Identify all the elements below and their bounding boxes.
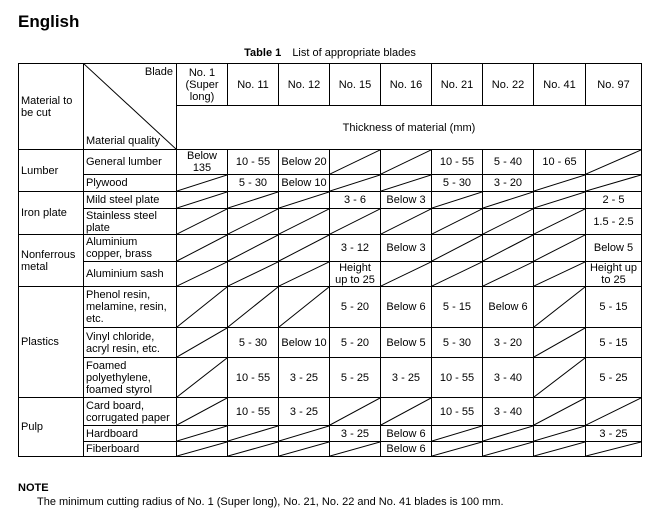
diagonal-slash	[586, 150, 641, 174]
material-quality-cell: Aluminium sash	[84, 262, 177, 287]
diagonal-slash	[279, 426, 329, 441]
not-applicable-cell	[381, 175, 432, 192]
thickness-cell: 5 - 30	[228, 175, 279, 192]
header-thickness: Thickness of material (mm)	[177, 106, 642, 150]
diagonal-slash	[228, 192, 278, 208]
thickness-cell: 10 - 55	[432, 150, 483, 175]
thickness-cell: Below 5	[381, 328, 432, 358]
not-applicable-cell	[381, 209, 432, 235]
thickness-cell: Below 10	[279, 175, 330, 192]
not-applicable-cell	[534, 209, 586, 235]
diagonal-slash	[228, 426, 278, 441]
thickness-cell: Height up to 25	[330, 262, 381, 287]
table-caption-number: Table 1	[244, 47, 282, 59]
diagonal-slash	[330, 209, 380, 234]
not-applicable-cell	[228, 209, 279, 235]
diagonal-slash	[432, 192, 482, 208]
diagonal-slash	[279, 209, 329, 234]
diagonal-slash	[177, 398, 227, 425]
header-blade-6: No. 21	[432, 64, 483, 106]
not-applicable-cell	[177, 328, 228, 358]
not-applicable-cell	[483, 426, 534, 442]
diagonal-slash	[432, 209, 482, 234]
material-quality-cell: Mild steel plate	[84, 192, 177, 209]
table-row	[19, 209, 642, 235]
not-applicable-cell	[228, 192, 279, 209]
diagonal-slash	[228, 235, 278, 261]
not-applicable-cell	[228, 442, 279, 457]
table-row	[19, 150, 642, 175]
table-row	[19, 262, 642, 287]
table-body	[19, 64, 642, 457]
material-quality-cell: Vinyl chloride, acryl resin, etc.	[84, 328, 177, 358]
thickness-cell: 10 - 65	[534, 150, 586, 175]
thickness-cell: 3 - 40	[483, 398, 534, 426]
not-applicable-cell	[534, 262, 586, 287]
not-applicable-cell	[228, 426, 279, 442]
diagonal-slash	[279, 235, 329, 261]
material-quality-cell: Aluminium copper, brass	[84, 235, 177, 262]
header-material-quality-label: Material quality	[86, 135, 160, 147]
not-applicable-cell	[177, 398, 228, 426]
diagonal-slash	[177, 192, 227, 208]
thickness-cell: 3 - 12	[330, 235, 381, 262]
thickness-cell: Below 3	[381, 192, 432, 209]
material-quality-cell: Phenol resin, melamine, resin, etc.	[84, 287, 177, 328]
header-corner-cell	[84, 64, 177, 150]
diagonal-slash	[534, 328, 585, 357]
not-applicable-cell	[483, 442, 534, 457]
not-applicable-cell	[381, 262, 432, 287]
diagonal-slash	[177, 287, 227, 327]
diagonal-slash	[228, 287, 278, 327]
thickness-cell: Below 5	[586, 235, 642, 262]
not-applicable-cell	[279, 426, 330, 442]
table-caption-title: List of appropriate blades	[292, 47, 416, 59]
diagonal-slash	[381, 398, 431, 425]
blades-table	[18, 63, 642, 457]
group-name-cell: Iron plate	[19, 192, 84, 235]
thickness-cell: 3 - 40	[483, 358, 534, 398]
thickness-cell: 10 - 55	[432, 398, 483, 426]
thickness-cell: 5 - 30	[228, 328, 279, 358]
thickness-cell: 5 - 15	[586, 328, 642, 358]
diagonal-slash	[534, 398, 585, 425]
not-applicable-cell	[279, 235, 330, 262]
diagonal-slash	[279, 442, 329, 456]
thickness-cell: 3 - 20	[483, 175, 534, 192]
thickness-cell: Below 6	[381, 287, 432, 328]
not-applicable-cell	[228, 262, 279, 287]
not-applicable-cell	[534, 398, 586, 426]
note-text: The minimum cutting radius of No. 1 (Super long), No. 21, No. 22 and No. 41 blades is 100 mm.	[37, 496, 504, 508]
not-applicable-cell	[177, 175, 228, 192]
not-applicable-cell	[586, 175, 642, 192]
thickness-cell: 5 - 25	[586, 358, 642, 398]
material-quality-cell: Plywood	[84, 175, 177, 192]
thickness-cell: Below 20	[279, 150, 330, 175]
material-quality-cell: General lumber	[84, 150, 177, 175]
diagonal-slash	[381, 209, 431, 234]
header-blade-3: No. 12	[279, 64, 330, 106]
header-material-to-be-cut: Material to be cut	[19, 64, 84, 150]
not-applicable-cell	[330, 175, 381, 192]
not-applicable-cell	[279, 209, 330, 235]
thickness-cell: Height up to 25	[586, 262, 642, 287]
thickness-cell: 1.5 - 2.5	[586, 209, 642, 235]
group-name-cell: Pulp	[19, 398, 84, 457]
header-blade-label: Blade	[144, 66, 173, 78]
diagonal-slash	[228, 209, 278, 234]
diagonal-slash	[177, 426, 227, 441]
thickness-cell: 3 - 25	[381, 358, 432, 398]
not-applicable-cell	[432, 262, 483, 287]
diagonal-slash	[228, 442, 278, 456]
thickness-cell: Below 6	[381, 426, 432, 442]
thickness-cell: 10 - 55	[228, 398, 279, 426]
diagonal-slash	[177, 328, 227, 357]
not-applicable-cell	[432, 235, 483, 262]
thickness-cell: 5 - 15	[432, 287, 483, 328]
table-row	[19, 358, 642, 398]
group-name-cell: Nonferrous metal	[19, 235, 84, 287]
not-applicable-cell	[534, 442, 586, 457]
diagonal-slash	[432, 426, 482, 441]
not-applicable-cell	[177, 442, 228, 457]
not-applicable-cell	[432, 192, 483, 209]
table-caption	[0, 47, 660, 59]
not-applicable-cell	[432, 209, 483, 235]
diagonal-slash	[534, 175, 585, 191]
diagonal-slash	[381, 262, 431, 286]
header-blade-8: No. 41	[534, 64, 586, 106]
diagonal-slash	[432, 262, 482, 286]
diagonal-slash	[330, 442, 380, 456]
thickness-cell: 3 - 25	[279, 398, 330, 426]
not-applicable-cell	[432, 442, 483, 457]
thickness-cell: 3 - 6	[330, 192, 381, 209]
thickness-cell: 10 - 55	[228, 150, 279, 175]
not-applicable-cell	[177, 235, 228, 262]
not-applicable-cell	[279, 287, 330, 328]
material-quality-cell: Hardboard	[84, 426, 177, 442]
material-quality-cell: Fiberboard	[84, 442, 177, 457]
not-applicable-cell	[381, 398, 432, 426]
diagonal-slash	[483, 209, 533, 234]
not-applicable-cell	[279, 262, 330, 287]
diagonal-slash	[279, 262, 329, 286]
thickness-cell: 5 - 25	[330, 358, 381, 398]
not-applicable-cell	[330, 150, 381, 175]
material-quality-cell: Foamed polyethylene, foamed styrol	[84, 358, 177, 398]
thickness-cell: 3 - 25	[279, 358, 330, 398]
header-blade-2: No. 11	[228, 64, 279, 106]
diagonal-slash	[534, 209, 585, 234]
not-applicable-cell	[330, 398, 381, 426]
thickness-cell: 3 - 25	[330, 426, 381, 442]
diagonal-slash	[177, 262, 227, 286]
thickness-cell: 3 - 20	[483, 328, 534, 358]
thickness-cell: Below 6	[381, 442, 432, 457]
diagonal-slash	[534, 192, 585, 208]
not-applicable-cell	[534, 235, 586, 262]
not-applicable-cell	[279, 192, 330, 209]
diagonal-slash	[432, 442, 482, 456]
thickness-cell: 5 - 30	[432, 175, 483, 192]
thickness-cell: 2 - 5	[586, 192, 642, 209]
not-applicable-cell	[279, 442, 330, 457]
material-quality-cell: Card board, corrugated paper	[84, 398, 177, 426]
diagonal-slash	[483, 262, 533, 286]
group-name-cell: Plastics	[19, 287, 84, 398]
thickness-cell: 5 - 20	[330, 287, 381, 328]
diagonal-slash	[483, 426, 533, 441]
table-row	[19, 192, 642, 209]
diagonal-slash	[279, 287, 329, 327]
not-applicable-cell	[330, 442, 381, 457]
header-blade-5: No. 16	[381, 64, 432, 106]
diagonal-slash	[177, 358, 227, 397]
thickness-cell: Below 135	[177, 150, 228, 175]
diagonal-slash	[483, 192, 533, 208]
not-applicable-cell	[586, 150, 642, 175]
diagonal-slash	[177, 442, 227, 456]
diagonal-slash	[177, 209, 227, 234]
diagonal-slash	[534, 442, 585, 456]
table-row	[19, 442, 642, 457]
not-applicable-cell	[177, 192, 228, 209]
thickness-cell: 5 - 40	[483, 150, 534, 175]
diagonal-slash	[228, 262, 278, 286]
page-heading: English	[18, 12, 80, 31]
diagonal-slash	[177, 235, 227, 261]
group-name-cell: Lumber	[19, 150, 84, 192]
thickness-cell: Below 3	[381, 235, 432, 262]
not-applicable-cell	[483, 262, 534, 287]
not-applicable-cell	[177, 287, 228, 328]
header-blade-4: No. 15	[330, 64, 381, 106]
diagonal-slash	[483, 442, 533, 456]
diagonal-slash	[330, 150, 380, 174]
table-row	[19, 328, 642, 358]
diagonal-slash	[330, 175, 380, 191]
not-applicable-cell	[534, 175, 586, 192]
diagonal-slash	[534, 426, 585, 441]
diagonal-slash	[534, 262, 585, 286]
thickness-cell: Below 6	[483, 287, 534, 328]
diagonal-slash	[534, 358, 585, 397]
not-applicable-cell	[483, 192, 534, 209]
diagonal-slash	[177, 175, 227, 191]
diagonal-slash	[381, 175, 431, 191]
not-applicable-cell	[586, 398, 642, 426]
diagonal-slash	[432, 235, 482, 261]
diagonal-slash	[586, 175, 641, 191]
diagonal-slash	[483, 235, 533, 261]
not-applicable-cell	[228, 235, 279, 262]
not-applicable-cell	[534, 192, 586, 209]
not-applicable-cell	[330, 209, 381, 235]
thickness-cell: 5 - 20	[330, 328, 381, 358]
not-applicable-cell	[483, 209, 534, 235]
not-applicable-cell	[228, 287, 279, 328]
not-applicable-cell	[534, 358, 586, 398]
diagonal-slash	[330, 398, 380, 425]
not-applicable-cell	[432, 426, 483, 442]
diagonal-slash	[381, 150, 431, 174]
diagonal-slash	[586, 398, 641, 425]
diagonal-slash	[534, 287, 585, 327]
table-row	[19, 287, 642, 328]
not-applicable-cell	[534, 287, 586, 328]
not-applicable-cell	[483, 235, 534, 262]
not-applicable-cell	[586, 442, 642, 457]
diagonal-slash	[586, 442, 641, 456]
not-applicable-cell	[534, 328, 586, 358]
table-row	[19, 398, 642, 426]
header-blade-1: No. 1 (Super long)	[177, 64, 228, 106]
header-row-blades	[19, 64, 642, 106]
not-applicable-cell	[177, 358, 228, 398]
header-blade-7: No. 22	[483, 64, 534, 106]
not-applicable-cell	[177, 209, 228, 235]
note-title: NOTE	[18, 482, 49, 494]
not-applicable-cell	[177, 426, 228, 442]
material-quality-cell: Stainless steel plate	[84, 209, 177, 235]
not-applicable-cell	[534, 426, 586, 442]
thickness-cell: 3 - 25	[586, 426, 642, 442]
thickness-cell: Below 10	[279, 328, 330, 358]
thickness-cell: 5 - 15	[586, 287, 642, 328]
thickness-cell: 10 - 55	[432, 358, 483, 398]
table-row	[19, 426, 642, 442]
table-row	[19, 175, 642, 192]
diagonal-slash	[279, 192, 329, 208]
thickness-cell: 10 - 55	[228, 358, 279, 398]
header-blade-9: No. 97	[586, 64, 642, 106]
not-applicable-cell	[177, 262, 228, 287]
thickness-cell: 5 - 30	[432, 328, 483, 358]
table-row	[19, 235, 642, 262]
not-applicable-cell	[381, 150, 432, 175]
diagonal-slash	[534, 235, 585, 261]
